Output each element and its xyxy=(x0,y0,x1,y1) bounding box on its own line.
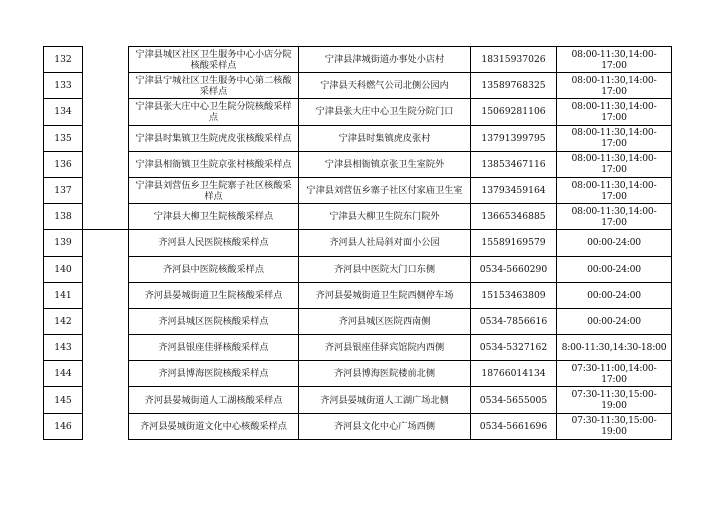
cell-addr: 齐河县博海医院楼前北侧 xyxy=(299,361,471,387)
table-row xyxy=(44,177,672,203)
cell-no: 133 xyxy=(44,73,83,99)
cell-hours: 00:00-24:00 xyxy=(557,256,672,282)
cell-phone: 0534-7856616 xyxy=(471,308,557,334)
cell-name: 齐河县晏城街道文化中心核酸采样点 xyxy=(129,413,299,439)
cell-hours: 08:00-11:30,14:00-17:00 xyxy=(557,177,672,203)
cell-hours: 07:30-11:30,15:00-19:00 xyxy=(557,413,672,439)
cell-name: 齐河县中医院核酸采样点 xyxy=(129,256,299,282)
cell-addr: 齐河县人社局斜对面小公园 xyxy=(299,230,471,256)
cell-blank xyxy=(83,204,129,230)
cell-no: 141 xyxy=(44,282,83,308)
cell-no: 144 xyxy=(44,361,83,387)
cell-blank xyxy=(83,73,129,99)
testing-site-table xyxy=(43,46,672,440)
table-row xyxy=(44,256,672,282)
table-row xyxy=(44,47,672,73)
cell-phone: 0534-5327162 xyxy=(471,335,557,361)
cell-phone: 13853467116 xyxy=(471,151,557,177)
cell-addr: 宁津县刘营伍乡寨子社区付家庙卫生室 xyxy=(299,177,471,203)
cell-addr: 齐河县文化中心广场西侧 xyxy=(299,413,471,439)
cell-no: 139 xyxy=(44,230,83,256)
cell-hours: 8:00-11:30,14:30-18:00 xyxy=(557,335,672,361)
cell-addr: 宁津县相衙镇京张卫生室院外 xyxy=(299,151,471,177)
cell-name: 宁津县相衙镇卫生院京张村核酸采样点 xyxy=(129,151,299,177)
cell-name: 齐河县人民医院核酸采样点 xyxy=(129,230,299,256)
cell-blank xyxy=(83,151,129,177)
cell-phone: 15153463809 xyxy=(471,282,557,308)
cell-name: 宁津县宁城社区卫生服务中心第二核酸采样点 xyxy=(129,73,299,99)
table-row xyxy=(44,99,672,125)
cell-hours: 00:00-24:00 xyxy=(557,308,672,334)
cell-name: 宁津县刘营伍乡卫生院寨子社区核酸采样点 xyxy=(129,177,299,203)
cell-addr: 宁津县张大庄中心卫生院分院门口 xyxy=(299,99,471,125)
cell-no: 145 xyxy=(44,387,83,413)
table-row xyxy=(44,230,672,256)
table-row xyxy=(44,413,672,439)
table-row xyxy=(44,387,672,413)
cell-name: 宁津县时集镇卫生院虎皮张核酸采样点 xyxy=(129,125,299,151)
table-row xyxy=(44,151,672,177)
cell-addr: 宁津县天科燃气公司北侧公园内 xyxy=(299,73,471,99)
cell-name: 宁津县张大庄中心卫生院分院核酸采样点 xyxy=(129,99,299,125)
cell-hours: 07:30-11:00,14:00-17:00 xyxy=(557,361,672,387)
cell-hours: 08:00-11:30,14:00-17:00 xyxy=(557,99,672,125)
cell-no: 134 xyxy=(44,99,83,125)
cell-name: 宁津县大柳卫生院核酸采样点 xyxy=(129,204,299,230)
cell-hours: 08:00-11:30,14:00-17:00 xyxy=(557,47,672,73)
cell-blank xyxy=(83,177,129,203)
cell-no: 137 xyxy=(44,177,83,203)
cell-blank xyxy=(83,230,129,256)
testing-site-table-container xyxy=(43,46,672,440)
cell-addr: 宁津县津城街道办事处小店村 xyxy=(299,47,471,73)
cell-phone: 0534-5660290 xyxy=(471,256,557,282)
table-row xyxy=(44,308,672,334)
cell-name: 齐河县晏城街道卫生院核酸采样点 xyxy=(129,282,299,308)
cell-phone: 18766014134 xyxy=(471,361,557,387)
cell-no: 142 xyxy=(44,308,83,334)
cell-addr: 宁津县时集镇虎皮张村 xyxy=(299,125,471,151)
cell-hours: 00:00-24:00 xyxy=(557,230,672,256)
cell-addr: 齐河县晏城街道人工湖广场北侧 xyxy=(299,387,471,413)
table-row xyxy=(44,125,672,151)
cell-hours: 08:00-11:30,14:00-17:00 xyxy=(557,73,672,99)
cell-no: 146 xyxy=(44,413,83,439)
cell-phone: 13665346885 xyxy=(471,204,557,230)
cell-name: 齐河县城区医院核酸采样点 xyxy=(129,308,299,334)
cell-blank xyxy=(83,361,129,387)
cell-blank xyxy=(83,47,129,73)
cell-blank xyxy=(83,125,129,151)
cell-blank xyxy=(83,99,129,125)
cell-name: 齐河县银座佳驿核酸采样点 xyxy=(129,335,299,361)
cell-phone: 13589768325 xyxy=(471,73,557,99)
cell-hours: 00:00-24:00 xyxy=(557,282,672,308)
cell-phone: 15589169579 xyxy=(471,230,557,256)
table-row xyxy=(44,335,672,361)
cell-phone: 13793459164 xyxy=(471,177,557,203)
cell-no: 143 xyxy=(44,335,83,361)
cell-no: 136 xyxy=(44,151,83,177)
cell-phone: 13791399795 xyxy=(471,125,557,151)
cell-blank xyxy=(83,308,129,334)
cell-phone: 18315937026 xyxy=(471,47,557,73)
cell-name: 齐河县晏城街道人工湖核酸采样点 xyxy=(129,387,299,413)
cell-hours: 08:00-11:30,14:00-17:00 xyxy=(557,125,672,151)
cell-addr: 齐河县城区医院西南侧 xyxy=(299,308,471,334)
table-body xyxy=(44,47,672,440)
cell-blank xyxy=(83,335,129,361)
cell-hours: 08:00-11:30,14:00-17:00 xyxy=(557,151,672,177)
cell-no: 138 xyxy=(44,204,83,230)
cell-hours: 07:30-11:30,15:00-19:00 xyxy=(557,387,672,413)
cell-blank xyxy=(83,256,129,282)
cell-blank xyxy=(83,413,129,439)
table-row xyxy=(44,361,672,387)
cell-hours: 08:00-11:30,14:00-17:00 xyxy=(557,204,672,230)
cell-no: 132 xyxy=(44,47,83,73)
cell-phone: 15069281106 xyxy=(471,99,557,125)
cell-blank xyxy=(83,387,129,413)
cell-name: 齐河县博海医院核酸采样点 xyxy=(129,361,299,387)
cell-addr: 齐河县银座佳驿宾馆院内西侧 xyxy=(299,335,471,361)
cell-addr: 齐河县中医院大门口东侧 xyxy=(299,256,471,282)
cell-phone: 0534-5655005 xyxy=(471,387,557,413)
cell-addr: 宁津县大柳卫生院东门院外 xyxy=(299,204,471,230)
cell-addr: 齐河县晏城街道卫生院西侧停车场 xyxy=(299,282,471,308)
cell-no: 135 xyxy=(44,125,83,151)
table-row xyxy=(44,204,672,230)
cell-name: 宁津县城区社区卫生服务中心小店分院核酸采样点 xyxy=(129,47,299,73)
table-row xyxy=(44,73,672,99)
table-row xyxy=(44,282,672,308)
cell-phone: 0534-5661696 xyxy=(471,413,557,439)
cell-no: 140 xyxy=(44,256,83,282)
cell-blank xyxy=(83,282,129,308)
